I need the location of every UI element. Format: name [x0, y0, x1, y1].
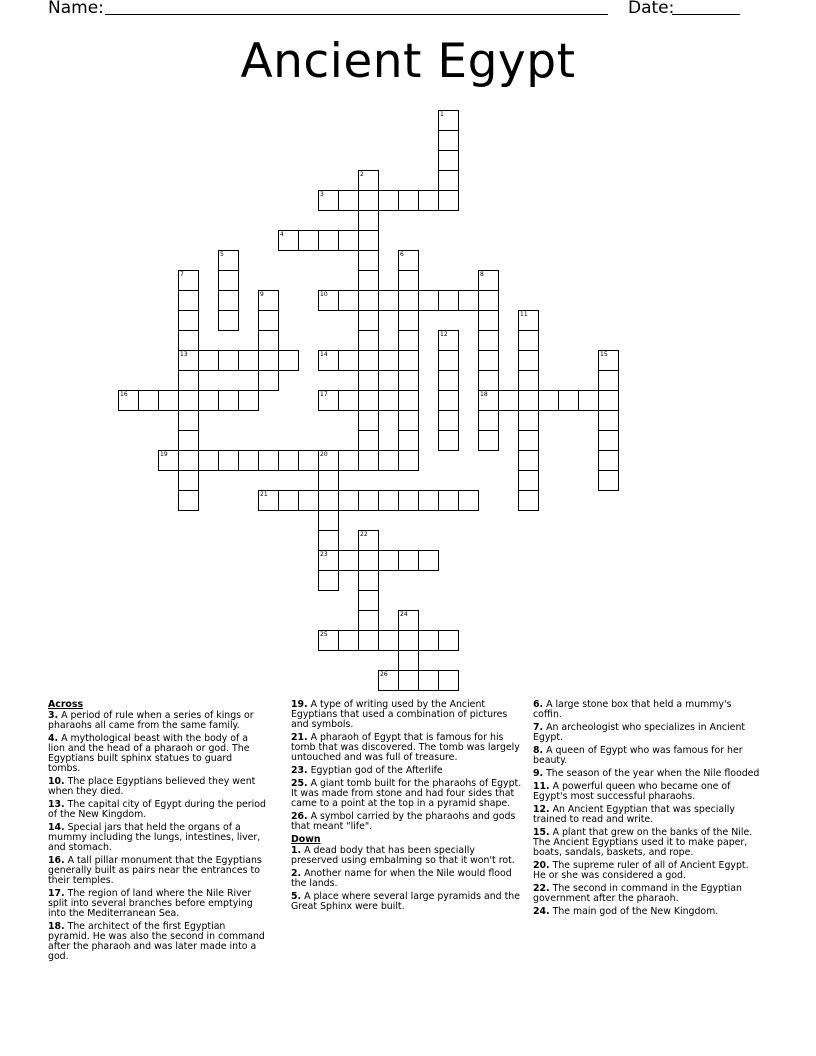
grid-cell[interactable] — [438, 630, 459, 651]
grid-cell[interactable] — [518, 390, 539, 411]
clue-text: The place Egyptians believed they went when they died. — [48, 776, 256, 797]
clue-item — [533, 746, 763, 766]
grid-cell[interactable] — [598, 450, 619, 471]
clue-text: The main god of the New Kingdom. — [549, 906, 719, 917]
grid-cell[interactable] — [518, 410, 539, 431]
grid-cell[interactable] — [438, 490, 459, 511]
grid-cell[interactable] — [598, 390, 619, 411]
grid-cell[interactable] — [358, 390, 379, 411]
clue-text: A type of writing used by the Ancient Egyptians that used a combination of pictures and symbols. — [291, 699, 508, 730]
grid-cell[interactable] — [358, 330, 379, 351]
clue-number-label: 24 — [400, 611, 408, 618]
grid-cell[interactable] — [358, 450, 379, 471]
grid-cell[interactable] — [338, 230, 359, 251]
grid-cell[interactable] — [398, 310, 419, 331]
clue-number: 3. — [48, 710, 59, 721]
clue-number-label: 7 — [180, 271, 184, 278]
grid-cell[interactable] — [358, 490, 379, 511]
grid-cell[interactable] — [478, 330, 499, 351]
clue-item — [291, 869, 523, 889]
clue-number-label: 5 — [220, 251, 224, 258]
clues-column-3 — [533, 700, 763, 920]
clue-number: 25. — [291, 778, 308, 789]
grid-cell[interactable] — [478, 410, 499, 431]
clue-number-label: 4 — [280, 231, 284, 238]
grid-cell[interactable] — [238, 390, 259, 411]
grid-cell[interactable] — [178, 490, 199, 511]
clue-text: An archeologist who specializes in Ancient Egypt. — [533, 722, 746, 743]
clue-number: 15. — [533, 827, 550, 838]
clue-text: Special jars that held the organs of a mummy including the lungs, intestines, liver, and stomach. — [48, 822, 261, 853]
clue-number: 24. — [533, 906, 550, 917]
grid-cell[interactable] — [398, 630, 419, 651]
clue-number-label: 25 — [320, 631, 328, 638]
grid-cell[interactable] — [398, 270, 419, 291]
grid-cell[interactable] — [138, 390, 159, 411]
grid-cell[interactable] — [338, 450, 359, 471]
clue-number-label: 12 — [440, 331, 448, 338]
clue-number-label: 13 — [180, 351, 188, 358]
grid-cell[interactable] — [218, 310, 239, 331]
clue-number-label: 17 — [320, 391, 328, 398]
clue-number-label: 16 — [120, 391, 128, 398]
clue-number-label: 8 — [480, 271, 484, 278]
clue-number: 7. — [533, 722, 544, 733]
clues-column-2 — [291, 700, 523, 915]
grid-cell[interactable] — [438, 430, 459, 451]
grid-cell[interactable] — [598, 430, 619, 451]
grid-cell[interactable] — [398, 330, 419, 351]
grid-cell[interactable] — [258, 450, 279, 471]
clue-text: The season of the year when the Nile flooded — [543, 768, 760, 779]
clue-number: 10. — [48, 776, 65, 787]
grid-cell[interactable] — [358, 590, 379, 611]
grid-cell[interactable] — [398, 290, 419, 311]
grid-cell[interactable] — [458, 290, 479, 311]
clue-number: 19. — [291, 699, 308, 710]
grid-cell[interactable] — [438, 290, 459, 311]
grid-cell[interactable] — [598, 370, 619, 391]
clue-number-label: 3 — [320, 191, 324, 198]
grid-cell[interactable] — [438, 670, 459, 691]
clues-column-1 — [48, 700, 266, 965]
down-heading: Down — [291, 834, 321, 845]
clue-number-label: 19 — [160, 451, 168, 458]
grid-cell[interactable] — [238, 450, 259, 471]
grid-cell[interactable] — [478, 310, 499, 331]
grid-cell[interactable] — [398, 450, 419, 471]
grid-cell[interactable] — [398, 370, 419, 391]
clue-number-label: 20 — [320, 451, 328, 458]
grid-cell[interactable] — [318, 570, 339, 591]
grid-cell[interactable] — [438, 350, 459, 371]
grid-cell[interactable] — [358, 610, 379, 631]
clue-number-label: 11 — [520, 311, 528, 318]
clue-number: 20. — [533, 860, 550, 871]
clue-number: 12. — [533, 804, 550, 815]
grid-cell[interactable] — [398, 650, 419, 671]
grid-cell[interactable] — [358, 550, 379, 571]
grid-cell[interactable] — [298, 450, 319, 471]
clue-text: The architect of the first Egyptian pyramid. He was also the second in command after the pharaoh and was later made into a god. — [48, 921, 265, 962]
clue-number: 2. — [291, 868, 302, 879]
grid-cell[interactable] — [178, 430, 199, 451]
grid-cell[interactable] — [258, 350, 279, 371]
clue-number: 1. — [291, 845, 302, 856]
grid-cell[interactable] — [318, 490, 339, 511]
grid-cell[interactable] — [258, 370, 279, 391]
clue-item — [48, 800, 266, 820]
grid-cell[interactable] — [298, 230, 319, 251]
grid-cell[interactable] — [438, 170, 459, 191]
grid-cell[interactable] — [398, 490, 419, 511]
clue-item — [291, 812, 523, 832]
grid-cell[interactable] — [338, 630, 359, 651]
grid-cell[interactable] — [318, 530, 339, 551]
grid-cell[interactable] — [158, 390, 179, 411]
clue-text: A plant that grew on the banks of the Nile. The Ancient Egyptians used it to make paper, boats, sandals, baskets, and rope. — [533, 827, 753, 858]
clue-item — [533, 723, 763, 743]
clue-text: A period of rule when a series of kings or pharaohs all came from the same family. — [48, 710, 254, 731]
clue-number: 26. — [291, 811, 308, 822]
clue-number: 13. — [48, 799, 65, 810]
grid-cell[interactable] — [318, 230, 339, 251]
clue-item — [533, 805, 763, 825]
clue-item — [291, 892, 523, 912]
clue-number-label: 26 — [380, 671, 388, 678]
grid-cell[interactable] — [538, 390, 559, 411]
clue-number: 17. — [48, 888, 65, 899]
grid-cell[interactable] — [398, 550, 419, 571]
grid-cell[interactable] — [178, 470, 199, 491]
clue-number-label: 15 — [600, 351, 608, 358]
grid-cell[interactable] — [358, 310, 379, 331]
clue-text: A powerful queen who became one of Egypt's most successful pharaohs. — [533, 781, 731, 802]
grid-cell[interactable] — [178, 410, 199, 431]
clue-number: 6. — [533, 699, 544, 710]
clue-text: A tall pillar monument that the Egyptians generally built as pairs near the entrances to their temples. — [48, 855, 262, 886]
grid-cell[interactable] — [358, 430, 379, 451]
grid-cell[interactable] — [338, 550, 359, 571]
clue-text: A giant tomb built for the pharaohs of Egypt. It was made from stone and had four sides that came to a point at the top in a pyramid shape. — [291, 778, 522, 809]
clue-item — [533, 700, 763, 720]
clue-item — [48, 777, 266, 797]
grid-cell[interactable] — [438, 390, 459, 411]
clue-number-label: 22 — [360, 531, 368, 538]
clue-text: The region of land where the Nile River split into several branches before emptying into the Mediterranean Sea. — [48, 888, 253, 919]
grid-cell[interactable] — [438, 130, 459, 151]
grid-cell[interactable] — [398, 410, 419, 431]
clue-item — [291, 779, 523, 809]
grid-cell[interactable] — [238, 350, 259, 371]
clue-number: 4. — [48, 733, 59, 744]
grid-cell[interactable] — [498, 390, 519, 411]
clue-text: The second in command in the Egyptian government after the pharaoh. — [533, 883, 742, 904]
grid-cell[interactable] — [358, 190, 379, 211]
grid-cell[interactable] — [478, 430, 499, 451]
grid-cell[interactable] — [218, 450, 239, 471]
grid-cell[interactable] — [518, 450, 539, 471]
grid-cell[interactable] — [198, 450, 219, 471]
grid-cell[interactable] — [178, 450, 199, 471]
clue-number: 23. — [291, 765, 308, 776]
grid-cell[interactable] — [258, 330, 279, 351]
grid-cell[interactable] — [438, 190, 459, 211]
grid-cell[interactable] — [338, 390, 359, 411]
grid-cell[interactable] — [378, 290, 399, 311]
clue-item — [48, 711, 266, 731]
clue-number: 14. — [48, 822, 65, 833]
grid-cell[interactable] — [598, 470, 619, 491]
grid-cell[interactable] — [518, 490, 539, 511]
clue-number: 5. — [291, 891, 302, 902]
grid-cell[interactable] — [438, 150, 459, 171]
grid-cell[interactable] — [418, 670, 439, 691]
grid-cell[interactable] — [378, 450, 399, 471]
grid-cell[interactable] — [298, 490, 319, 511]
clue-number: 21. — [291, 732, 308, 743]
grid-cell[interactable] — [358, 230, 379, 251]
grid-cell[interactable] — [518, 350, 539, 371]
grid-cell[interactable] — [478, 350, 499, 371]
grid-cell[interactable] — [178, 370, 199, 391]
clue-number-label: 14 — [320, 351, 328, 358]
grid-cell[interactable] — [518, 470, 539, 491]
clue-text: Egyptian god of the Afterlife — [307, 765, 443, 776]
clue-number-label: 21 — [260, 491, 268, 498]
grid-cell[interactable] — [438, 410, 459, 431]
grid-cell[interactable] — [318, 470, 339, 491]
clue-text: A mythological beast with the body of a lion and the head of a pharaoh or god. The Egyptians built sphinx statues to guard tombs. — [48, 733, 250, 774]
grid-cell[interactable] — [278, 450, 299, 471]
grid-cell[interactable] — [478, 290, 499, 311]
grid-cell[interactable] — [338, 290, 359, 311]
grid-cell[interactable] — [418, 550, 439, 571]
grid-cell[interactable] — [378, 550, 399, 571]
grid-cell[interactable] — [438, 370, 459, 391]
clue-text: The capital city of Egypt during the period of the New Kingdom. — [48, 799, 266, 820]
grid-cell[interactable] — [178, 390, 199, 411]
clue-item — [291, 846, 523, 866]
clue-number: 11. — [533, 781, 550, 792]
grid-cell[interactable] — [398, 670, 419, 691]
grid-cell[interactable] — [378, 350, 399, 371]
clue-item — [48, 856, 266, 886]
grid-cell[interactable] — [218, 270, 239, 291]
grid-cell[interactable] — [398, 190, 419, 211]
clue-item — [533, 884, 763, 904]
grid-cell[interactable] — [258, 310, 279, 331]
clue-item — [48, 922, 266, 962]
grid-cell[interactable] — [338, 490, 359, 511]
clue-text: A large stone box that held a mummy's coffin. — [533, 699, 732, 720]
clue-number-label: 10 — [320, 291, 328, 298]
grid-cell[interactable] — [178, 330, 199, 351]
clue-item — [48, 889, 266, 919]
clue-item — [48, 734, 266, 774]
grid-cell[interactable] — [518, 370, 539, 391]
grid-cell[interactable] — [598, 410, 619, 431]
clue-number: 22. — [533, 883, 550, 894]
clue-item — [533, 907, 763, 917]
grid-cell[interactable] — [278, 490, 299, 511]
grid-cell[interactable] — [358, 290, 379, 311]
grid-cell[interactable] — [358, 370, 379, 391]
clue-text: Another name for when the Nile would flood the lands. — [291, 868, 512, 889]
clue-item — [291, 733, 523, 763]
clue-number: 16. — [48, 855, 65, 866]
grid-cell[interactable] — [358, 410, 379, 431]
clue-text: An Ancient Egyptian that was specially trained to read and write. — [533, 804, 735, 825]
clue-number-label: 1 — [440, 111, 444, 118]
clue-text: A place where several large pyramids and the Great Sphinx were built. — [291, 891, 520, 912]
clue-item — [291, 766, 523, 776]
name-label: Name: — [48, 0, 104, 18]
clue-number-label: 23 — [320, 551, 328, 558]
grid-cell[interactable] — [418, 630, 439, 651]
clue-item — [48, 823, 266, 853]
grid-cell[interactable] — [218, 390, 239, 411]
page-title: Ancient Egypt — [240, 34, 576, 89]
clue-number-label: 18 — [480, 391, 488, 398]
clue-text: A pharaoh of Egypt that is famous for his tomb that was discovered. The tomb was largely untouched and was full of treasure. — [291, 732, 520, 763]
grid-cell[interactable] — [318, 510, 339, 531]
grid-cell[interactable] — [378, 390, 399, 411]
clue-item — [533, 769, 763, 779]
clue-number-label: 2 — [360, 171, 364, 178]
grid-cell[interactable] — [458, 490, 479, 511]
grid-cell[interactable] — [518, 430, 539, 451]
grid-cell[interactable] — [338, 190, 359, 211]
grid-cell[interactable] — [198, 390, 219, 411]
grid-cell[interactable] — [358, 630, 379, 651]
grid-cell[interactable] — [198, 350, 219, 371]
clue-number-label: 9 — [260, 291, 264, 298]
clue-number: 8. — [533, 745, 544, 756]
date-label: Date: — [628, 0, 675, 18]
clue-item — [291, 700, 523, 730]
clue-item — [533, 861, 763, 881]
grid-cell[interactable] — [398, 350, 419, 371]
grid-cell[interactable] — [358, 270, 379, 291]
grid-cell[interactable] — [418, 290, 439, 311]
grid-cell[interactable] — [478, 370, 499, 391]
grid-cell[interactable] — [338, 350, 359, 371]
grid-cell[interactable] — [518, 330, 539, 351]
grid-cell[interactable] — [398, 390, 419, 411]
grid-cell[interactable] — [278, 350, 299, 371]
grid-cell[interactable] — [418, 490, 439, 511]
grid-cell[interactable] — [358, 210, 379, 231]
clue-text: The supreme ruler of all of Ancient Egypt. He or she was considered a god. — [533, 860, 749, 881]
grid-cell[interactable] — [378, 630, 399, 651]
grid-cell[interactable] — [578, 390, 599, 411]
across-heading: Across — [48, 699, 84, 710]
clue-text: A dead body that has been specially preserved using embalming so that it won't rot. — [291, 845, 515, 866]
grid-cell[interactable] — [358, 350, 379, 371]
grid-cell[interactable] — [218, 290, 239, 311]
clue-number-label: 6 — [400, 251, 404, 258]
grid-cell[interactable] — [398, 430, 419, 451]
grid-cell[interactable] — [178, 310, 199, 331]
clue-text: A symbol carried by the pharaohs and gods that meant "life". — [291, 811, 516, 832]
clue-number: 9. — [533, 768, 544, 779]
grid-cell[interactable] — [178, 290, 199, 311]
grid-cell[interactable] — [418, 190, 439, 211]
grid-cell[interactable] — [378, 490, 399, 511]
grid-cell[interactable] — [558, 390, 579, 411]
clue-item — [533, 828, 763, 858]
clue-text: A queen of Egypt who was famous for her beauty. — [533, 745, 743, 766]
grid-cell[interactable] — [358, 250, 379, 271]
clue-number: 18. — [48, 921, 65, 932]
grid-cell[interactable] — [358, 570, 379, 591]
grid-cell[interactable] — [218, 350, 239, 371]
grid-cell[interactable] — [378, 190, 399, 211]
clue-item — [533, 782, 763, 802]
